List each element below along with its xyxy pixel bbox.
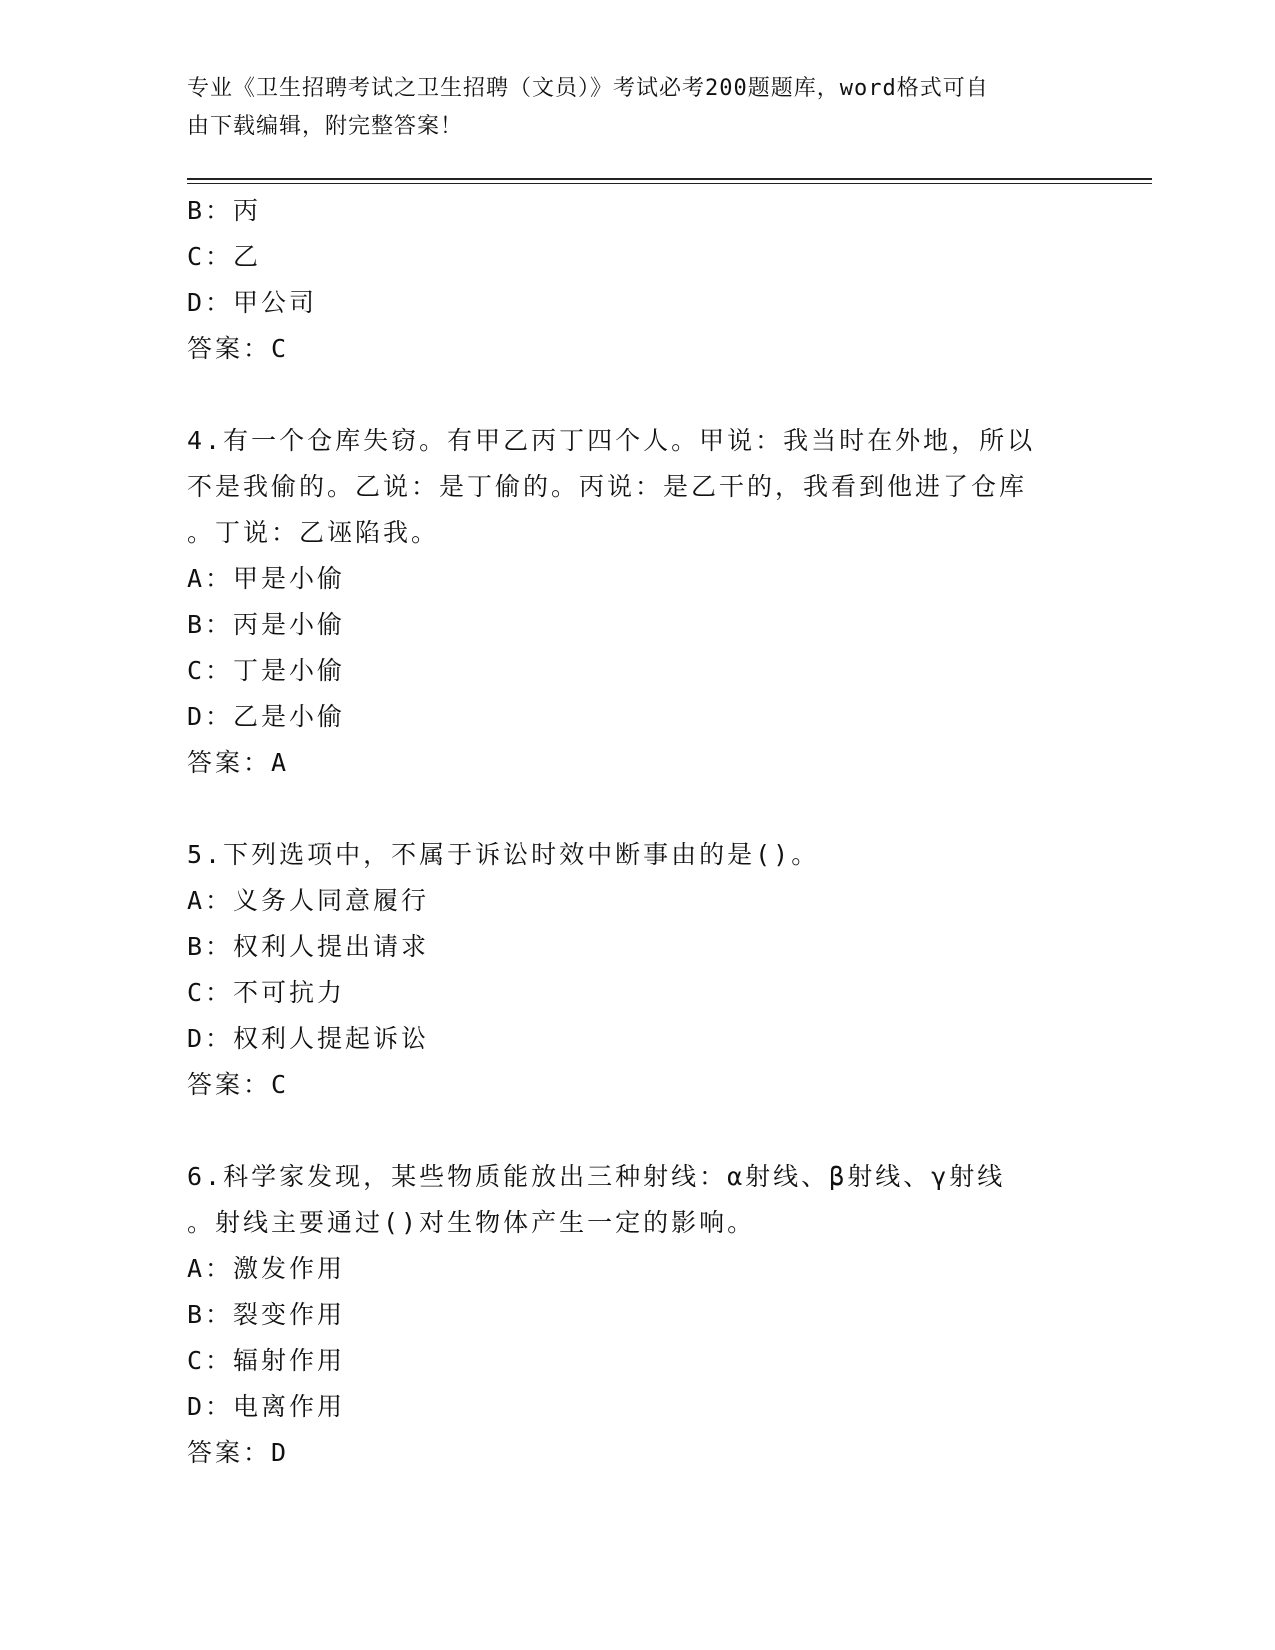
option-d: D：甲公司 xyxy=(187,288,318,317)
option-c: C：乙 xyxy=(187,242,262,271)
option-c: C：丁是小偷 xyxy=(187,656,346,685)
question-stem-line: 5.下列选项中，不属于诉讼时效中断事由的是()。 xyxy=(187,840,820,869)
question-stem-line: 。射线主要通过()对生物体产生一定的影响。 xyxy=(187,1208,756,1237)
option-d: D：乙是小偷 xyxy=(187,702,346,731)
answer: 答案：C xyxy=(187,1070,290,1099)
option-a: A：甲是小偷 xyxy=(187,564,346,593)
spacer xyxy=(187,1108,1087,1154)
question-stem-line: 不是我偷的。乙说：是丁偷的。丙说：是乙干的，我看到他进了仓库 xyxy=(187,472,1028,501)
option-b: B：丙是小偷 xyxy=(187,610,346,639)
option-b: B：权利人提出请求 xyxy=(187,932,430,961)
header-divider-thick xyxy=(187,178,1152,180)
question-4 xyxy=(187,418,1087,786)
header-divider-thin xyxy=(187,183,1152,184)
spacer xyxy=(187,372,1087,418)
option-d: D：电离作用 xyxy=(187,1392,346,1421)
question-stem-line: 4.有一个仓库失窃。有甲乙丙丁四个人。甲说：我当时在外地，所以 xyxy=(187,426,1036,455)
answer: 答案：A xyxy=(187,748,290,777)
header-line-2: 由下载编辑，附完整答案！ xyxy=(187,114,464,139)
option-d: D：权利人提起诉讼 xyxy=(187,1024,430,1053)
question-3-continued xyxy=(187,188,1087,372)
option-a: A：激发作用 xyxy=(187,1254,346,1283)
question-stem-line: 6.科学家发现，某些物质能放出三种射线：α射线、β射线、γ射线 xyxy=(187,1162,1006,1191)
option-b: B：裂变作用 xyxy=(187,1300,346,1329)
spacer xyxy=(187,786,1087,832)
question-list xyxy=(187,188,1087,1476)
answer: 答案：D xyxy=(187,1438,290,1467)
document-header xyxy=(187,70,1087,146)
option-a: A：义务人同意履行 xyxy=(187,886,430,915)
header-line-1: 专业《卫生招聘考试之卫生招聘（文员）》考试必考200题题库，word格式可自 xyxy=(187,76,989,101)
option-b: B：丙 xyxy=(187,196,262,225)
answer: 答案：C xyxy=(187,334,290,363)
option-c: C：不可抗力 xyxy=(187,978,346,1007)
option-c: C：辐射作用 xyxy=(187,1346,346,1375)
question-5 xyxy=(187,832,1087,1108)
question-6 xyxy=(187,1154,1087,1476)
question-stem-line: 。丁说：乙诬陷我。 xyxy=(187,518,440,547)
